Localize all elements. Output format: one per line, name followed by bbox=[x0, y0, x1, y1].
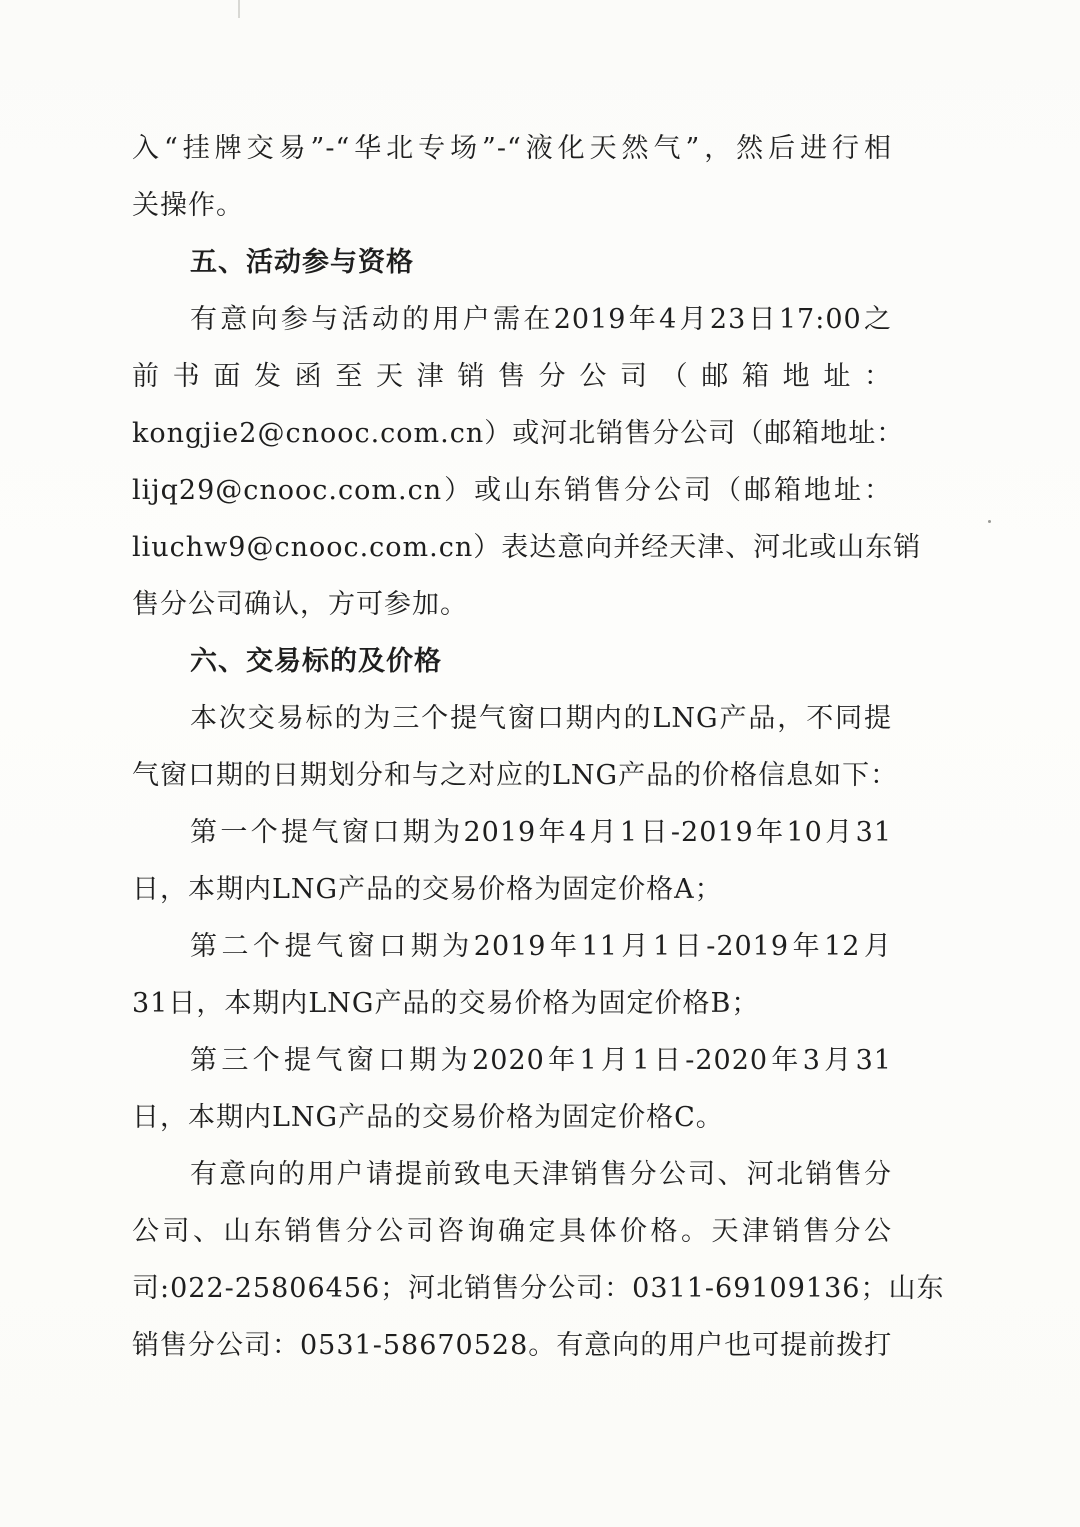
section-heading: 六、交易标的及价格 bbox=[190, 646, 442, 677]
paragraph-line: lijq29@cnooc.com.cn）或山东销售分公司（邮箱地址： bbox=[132, 475, 892, 506]
paragraph-line: 日，本期内LNG产品的交易价格为固定价格A； bbox=[132, 874, 723, 905]
paragraph-line: 第二个提气窗口期为2019年11月1日-2019年12月 bbox=[190, 931, 892, 962]
paragraph-line: 日，本期内LNG产品的交易价格为固定价格C。 bbox=[132, 1102, 724, 1133]
paragraph-line: kongjie2@cnooc.com.cn）或河北销售分公司（邮箱地址： bbox=[132, 418, 905, 449]
paragraph-line: 公司、山东销售分公司咨询确定具体价格。天津销售分公 bbox=[132, 1216, 892, 1247]
paragraph-line: 31日，本期内LNG产品的交易价格为固定价格B； bbox=[132, 988, 760, 1019]
paragraph-line: 前书面发函至天津销售分公司（邮箱地址： bbox=[132, 361, 892, 392]
document-body bbox=[132, 120, 945, 1374]
paragraph-line: 气窗口期的日期划分和与之对应的LNG产品的价格信息如下： bbox=[132, 760, 899, 791]
paragraph-line: 第三个提气窗口期为2020年1月1日-2020年3月31 bbox=[190, 1045, 892, 1076]
paragraph-line: liuchw9@cnooc.com.cn）表达意向并经天津、河北或山东销 bbox=[132, 532, 922, 563]
paragraph-line: 销售分公司：0531-58670528。有意向的用户也可提前拨打 bbox=[132, 1330, 893, 1361]
paragraph-line: 司:022-25806456；河北销售分公司：0311-69109136；山东 bbox=[132, 1273, 945, 1304]
paragraph-line: 第一个提气窗口期为2019年4月1日-2019年10月31 bbox=[190, 817, 892, 848]
paper-fold-mark bbox=[238, 0, 240, 18]
paragraph-line: 入“挂牌交易”-“华北专场”-“液化天然气”，然后进行相 bbox=[132, 133, 892, 164]
paragraph-line: 有意向参与活动的用户需在2019年4月23日17:00之 bbox=[190, 304, 892, 335]
section-heading: 五、活动参与资格 bbox=[190, 247, 414, 278]
paragraph-line: 本次交易标的为三个提气窗口期内的LNG产品，不同提 bbox=[190, 703, 892, 734]
paragraph-line: 售分公司确认，方可参加。 bbox=[132, 589, 468, 620]
paper-speck bbox=[988, 520, 991, 523]
paragraph-line: 关操作。 bbox=[132, 190, 244, 221]
paragraph-line: 有意向的用户请提前致电天津销售分公司、河北销售分 bbox=[190, 1159, 892, 1190]
